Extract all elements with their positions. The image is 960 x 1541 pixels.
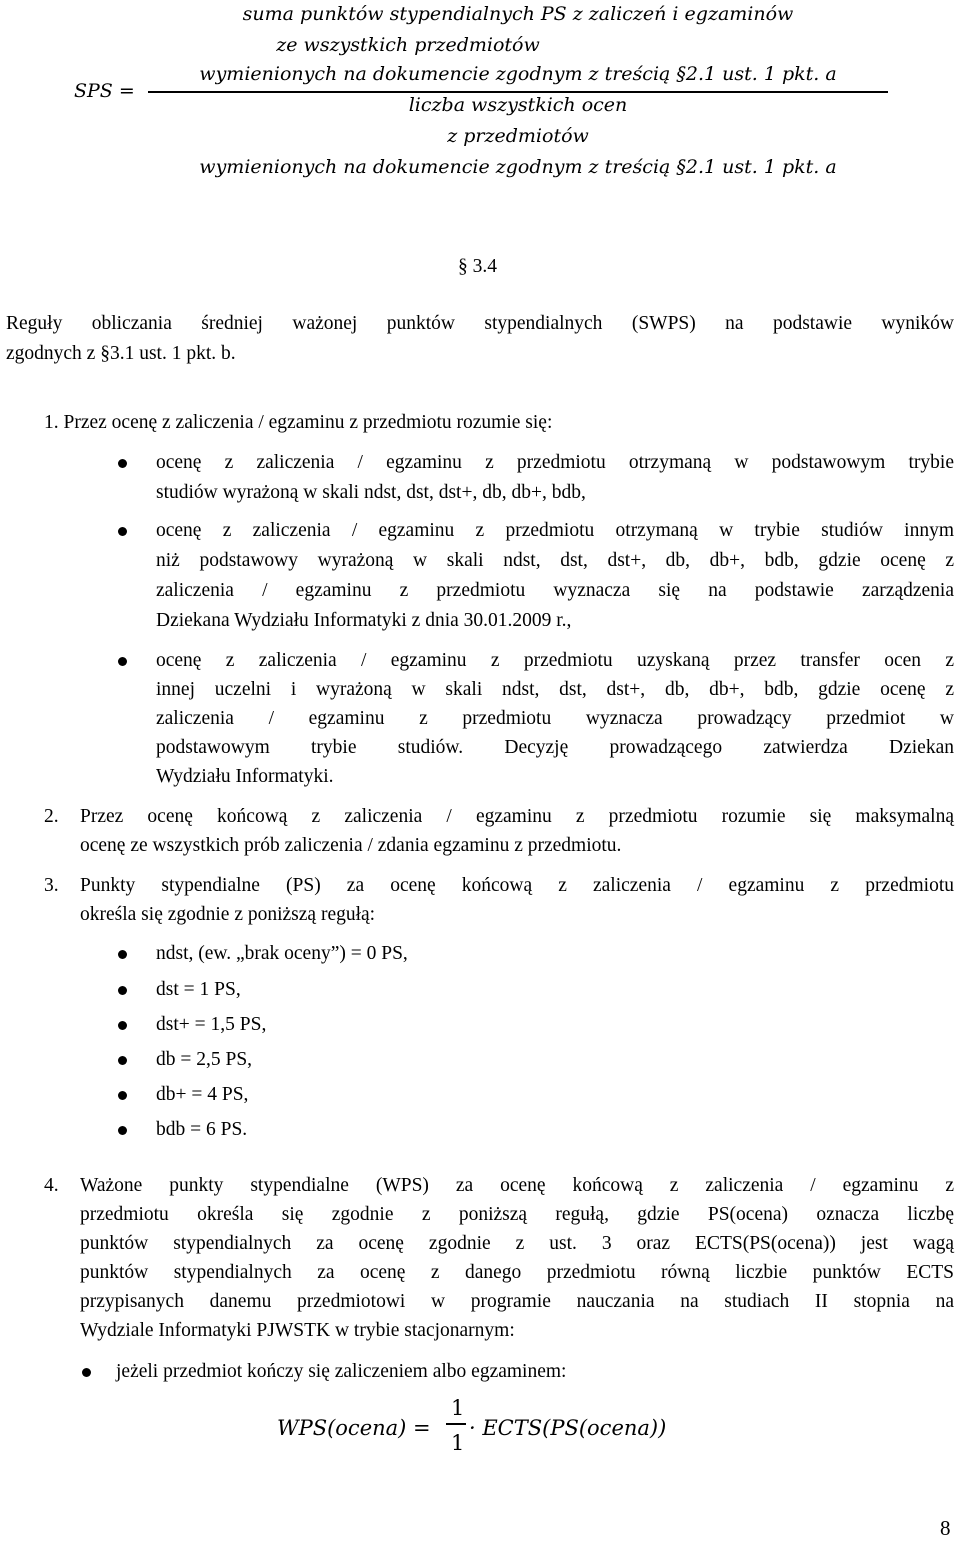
bullet-dot xyxy=(118,1126,127,1135)
point-1-lead: 1. Przez ocenę z zaliczenia / egzaminu z przedmiotu rozumie się: xyxy=(44,412,553,433)
wps-rhs: · ECTS(PS(ocena)) xyxy=(469,1416,667,1440)
bullet-dot xyxy=(118,986,127,995)
list-item-line: niż podstawowy wyrażoną w skali ndst, dst, dst+, db, db+, bdb, gdzie ocenę z xyxy=(156,550,954,571)
list-item-line: Dziekana Wydziału Informatyki z dnia 30.01.2009 r., xyxy=(156,610,572,631)
wps-fraction-bar xyxy=(446,1423,466,1425)
paragraph-line: Wydziale Informatyki PJWSTK w trybie stacjonarnym: xyxy=(80,1320,515,1341)
point-number: 4. xyxy=(44,1175,59,1196)
wps-denominator: 1 xyxy=(451,1431,465,1455)
paragraph-line: przedmiotu określa się zgodnie z poniższą regułą, gdzie PS(ocena) oznacza liczbę xyxy=(80,1204,954,1225)
paragraph-line: ocenę ze wszystkich prób zaliczenia / zdania egzaminu z przedmiotu. xyxy=(80,835,622,856)
rule-item: dst+ = 1,5 PS, xyxy=(156,1014,267,1035)
bullet-dot xyxy=(118,1091,127,1100)
rule-item: db+ = 4 PS, xyxy=(156,1084,249,1105)
list-item-line: innej uczelni i wyrażoną w skali ndst, dst, dst+, db, db+, bdb, gdzie ocenę z xyxy=(156,679,954,700)
page-number: 8 xyxy=(940,1516,951,1540)
point-number: 3. xyxy=(44,875,59,896)
sps-numerator-line-3: wymienionych na dokumencie zgodnym z treścią §2.1 ust. 1 pkt. a xyxy=(199,63,837,85)
list-item-line: podstawowym trybie studiów. Decyzję prowadzącego zatwierdza Dziekan xyxy=(156,737,954,758)
list-item-line: ocenę z zaliczenia / egzaminu z przedmiotu otrzymaną w trybie studiów innym xyxy=(156,520,954,541)
paragraph-line: Punkty stypendialne (PS) za ocenę końcową z zaliczenia / egzaminu z przedmiotu xyxy=(80,875,954,896)
paragraph-line: punktów stypendialnych za ocenę zgodnie z ust. 3 oraz ECTS(PS(ocena)) jest wagą xyxy=(80,1233,954,1254)
paragraph-line: punktów stypendialnych za ocenę z danego przedmiotu równą liczbie punktów ECTS xyxy=(80,1262,954,1283)
sps-denominator-line-1: liczba wszystkich ocen xyxy=(408,94,628,116)
bullet-dot xyxy=(118,657,127,666)
paragraph-line: określa się zgodnie z poniższą regułą: xyxy=(80,904,376,925)
point-number: 2. xyxy=(44,806,59,827)
section-intro-line-2: zgodnych z §3.1 ust. 1 pkt. b. xyxy=(6,343,236,364)
list-item-line: Wydziału Informatyki. xyxy=(156,766,334,787)
sps-numerator-line-1: suma punktów stypendialnych PS z zaliczeń i egzaminów xyxy=(242,3,794,25)
list-item-line: jeżeli przedmiot kończy się zaliczeniem albo egzaminem: xyxy=(116,1361,567,1382)
section-heading: § 3.4 xyxy=(458,256,497,277)
list-item-line: zaliczenia / egzaminu z przedmiotu wyznacza prowadzący przedmiot w xyxy=(156,708,954,729)
wps-numerator: 1 xyxy=(451,1396,465,1420)
paragraph-line: Ważone punkty stypendialne (WPS) za ocenę końcową z zaliczenia / egzaminu z xyxy=(80,1175,954,1196)
section-intro-line-1: Reguły obliczania średniej ważonej punktów stypendialnych (SWPS) na podstawie wyników xyxy=(6,313,954,334)
list-item-line: zaliczenia / egzaminu z przedmiotu wyznacza się na podstawie zarządzenia xyxy=(156,580,954,601)
bullet-dot xyxy=(82,1368,91,1377)
sps-fraction-bar xyxy=(148,91,888,93)
bullet-dot xyxy=(118,1056,127,1065)
list-item-line: ocenę z zaliczenia / egzaminu z przedmiotu otrzymaną w podstawowym trybie xyxy=(156,452,954,473)
rule-item: dst = 1 PS, xyxy=(156,979,241,1000)
rule-item: bdb = 6 PS. xyxy=(156,1119,248,1140)
sps-numerator-line-2: ze wszystkich przedmiotów xyxy=(276,34,540,56)
wps-lhs: WPS(ocena) = xyxy=(277,1416,431,1440)
bullet-dot xyxy=(118,950,127,959)
bullet-dot xyxy=(118,1021,127,1030)
bullet-dot xyxy=(118,527,127,536)
sps-denominator-line-2: z przedmiotów xyxy=(447,125,589,147)
rule-item: db = 2,5 PS, xyxy=(156,1049,253,1070)
rule-item: ndst, (ew. „brak oceny”) = 0 PS, xyxy=(156,943,408,964)
paragraph-line: przypisanych danemu przedmiotowi w programie nauczania na studiach II stopnia na xyxy=(80,1291,954,1312)
bullet-dot xyxy=(118,459,127,468)
list-item-line: ocenę z zaliczenia / egzaminu z przedmiotu uzyskaną przez transfer ocen z xyxy=(156,650,954,671)
sps-lhs: SPS = xyxy=(74,80,135,102)
paragraph-line: Przez ocenę końcową z zaliczenia / egzaminu z przedmiotu rozumie się maksymalną xyxy=(80,806,954,827)
sps-denominator-line-3: wymienionych na dokumencie zgodnym z treścią §2.1 ust. 1 pkt. a xyxy=(199,156,837,178)
list-item-line: studiów wyrażoną w skali ndst, dst, dst+, db, db+, bdb, xyxy=(156,482,586,503)
